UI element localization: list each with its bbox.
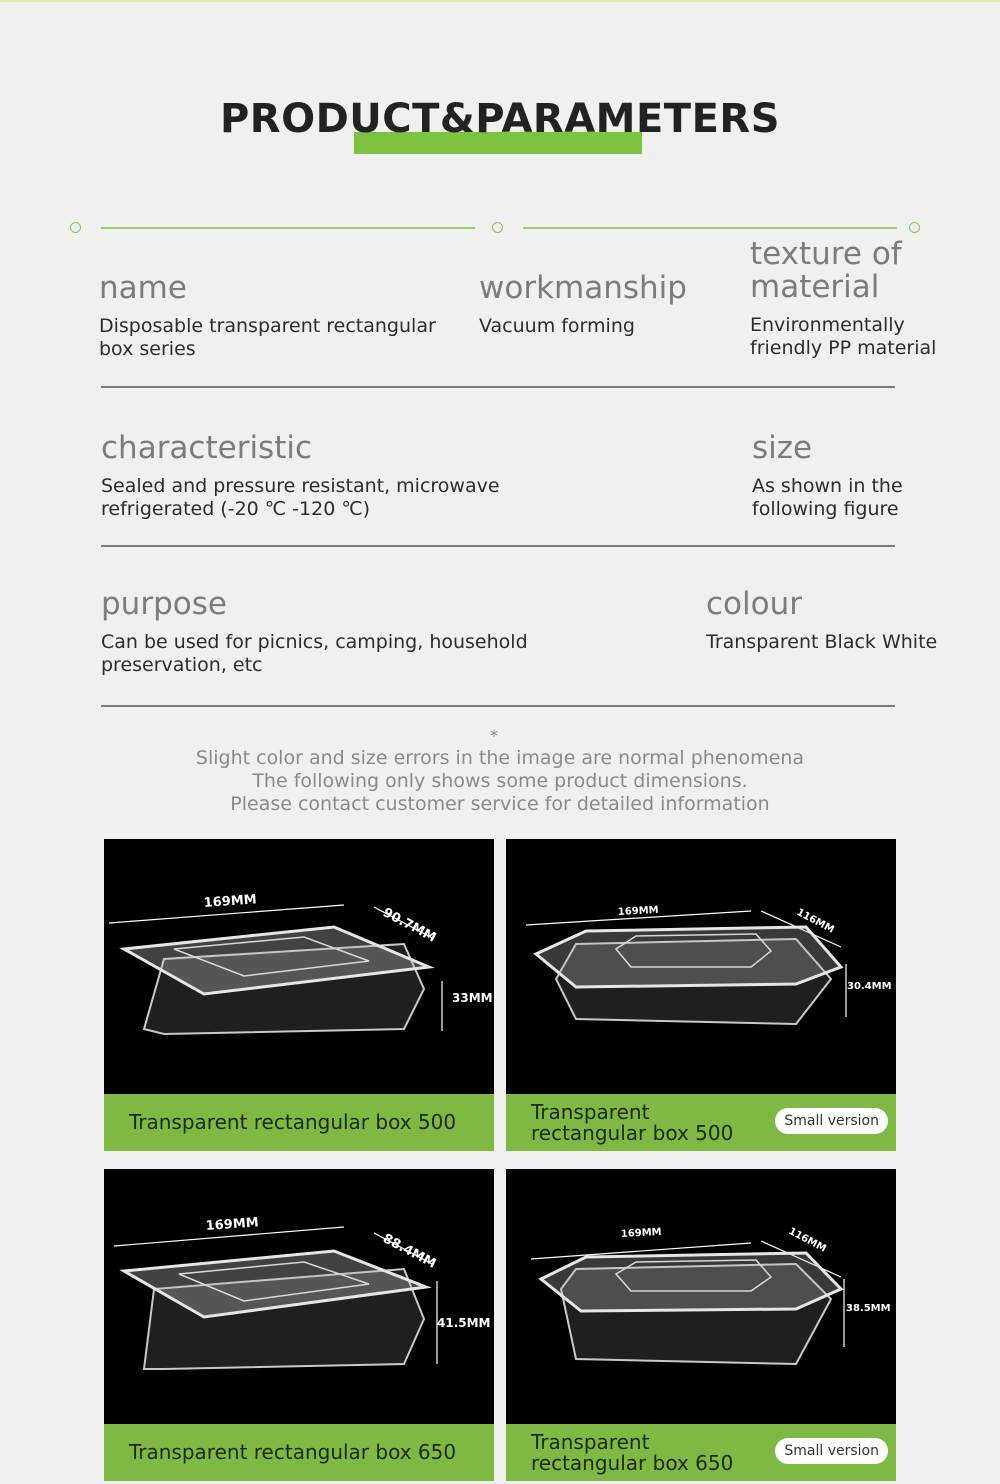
- separator-2: [101, 545, 895, 547]
- note-line-1: Slight color and size errors in the image are normal phenomena: [195, 747, 805, 769]
- product-image: [506, 1169, 896, 1424]
- param-purpose: [101, 588, 561, 677]
- param-colour-value: Transparent Black White: [706, 631, 938, 653]
- separator-3: [101, 705, 895, 707]
- note-asterisk: *: [490, 726, 498, 745]
- caption-text: Transparent rectangular box 500: [531, 1099, 734, 1145]
- deco-circle-left: [70, 222, 81, 233]
- param-workmanship-label: workmanship: [479, 270, 687, 306]
- product-image: [104, 1169, 494, 1424]
- param-size-value: As shown in the following figure: [752, 475, 903, 520]
- param-name-label: name: [99, 270, 187, 306]
- product-caption: [104, 1424, 494, 1481]
- param-characteristic-value: Sealed and pressure resistant, microwave refrigerated (-20 ℃ -120 ℃): [101, 475, 500, 520]
- product-caption: [506, 1094, 896, 1151]
- note-line-2: The following only shows some product dimensions.: [252, 770, 748, 792]
- param-name-value: Disposable transparent rectangular box series: [99, 315, 436, 360]
- caption-text: Transparent rectangular box 650: [531, 1429, 734, 1475]
- section-heading: [0, 96, 1000, 166]
- param-workmanship: [479, 272, 719, 338]
- product-caption: [506, 1424, 896, 1481]
- deco-line-left: [101, 227, 475, 229]
- length-label: 169MM: [617, 904, 659, 918]
- product-card: [104, 1169, 494, 1481]
- length-label: 169MM: [620, 1226, 662, 1240]
- param-purpose-value: Can be used for picnics, camping, household preservation, etc: [101, 631, 528, 676]
- deco-circle-right: [909, 222, 920, 233]
- length-label: 169MM: [205, 1215, 260, 1234]
- param-material: [750, 238, 950, 360]
- top-border: [0, 0, 1000, 2]
- caption-text: Transparent rectangular box 500: [129, 1110, 457, 1134]
- product-image: [104, 839, 494, 1094]
- param-size-label: size: [752, 430, 813, 466]
- param-characteristic: [101, 432, 541, 521]
- param-material-label: texture of material: [750, 236, 902, 305]
- width-label: 90.7MM: [380, 905, 439, 946]
- param-colour-label: colour: [706, 586, 802, 622]
- product-image: [506, 839, 896, 1094]
- deco-line-right: [523, 227, 897, 229]
- separator-1: [101, 386, 895, 388]
- height-label: 30.4MM: [847, 981, 892, 992]
- product-card: [506, 839, 896, 1151]
- param-colour: [706, 588, 966, 654]
- param-characteristic-label: characteristic: [101, 430, 313, 466]
- small-version-badge: Small version: [775, 1108, 888, 1134]
- param-name: [99, 272, 459, 361]
- product-caption: [104, 1094, 494, 1151]
- page-title: PRODUCT&PARAMETERS: [219, 96, 781, 142]
- deco-circle-mid: [492, 222, 503, 233]
- note-line-3: Please contact customer service for detailed information: [230, 793, 770, 815]
- product-card: [506, 1169, 896, 1481]
- length-label: 169MM: [203, 892, 258, 911]
- width-label: 88.4MM: [380, 1231, 439, 1272]
- small-version-badge: Small version: [775, 1438, 888, 1464]
- param-purpose-label: purpose: [101, 586, 227, 622]
- param-size: [752, 432, 932, 521]
- height-label: 38.5MM: [846, 1303, 891, 1314]
- width-label: 116MM: [786, 1225, 828, 1255]
- param-workmanship-value: Vacuum forming: [479, 315, 635, 337]
- caption-text: Transparent rectangular box 650: [129, 1440, 457, 1464]
- product-card: [104, 839, 494, 1151]
- width-label: 116MM: [794, 906, 836, 936]
- param-material-value: Environmentally friendly PP material: [750, 314, 937, 359]
- height-label: 41.5MM: [437, 1316, 491, 1330]
- height-label: 33MM: [452, 991, 493, 1005]
